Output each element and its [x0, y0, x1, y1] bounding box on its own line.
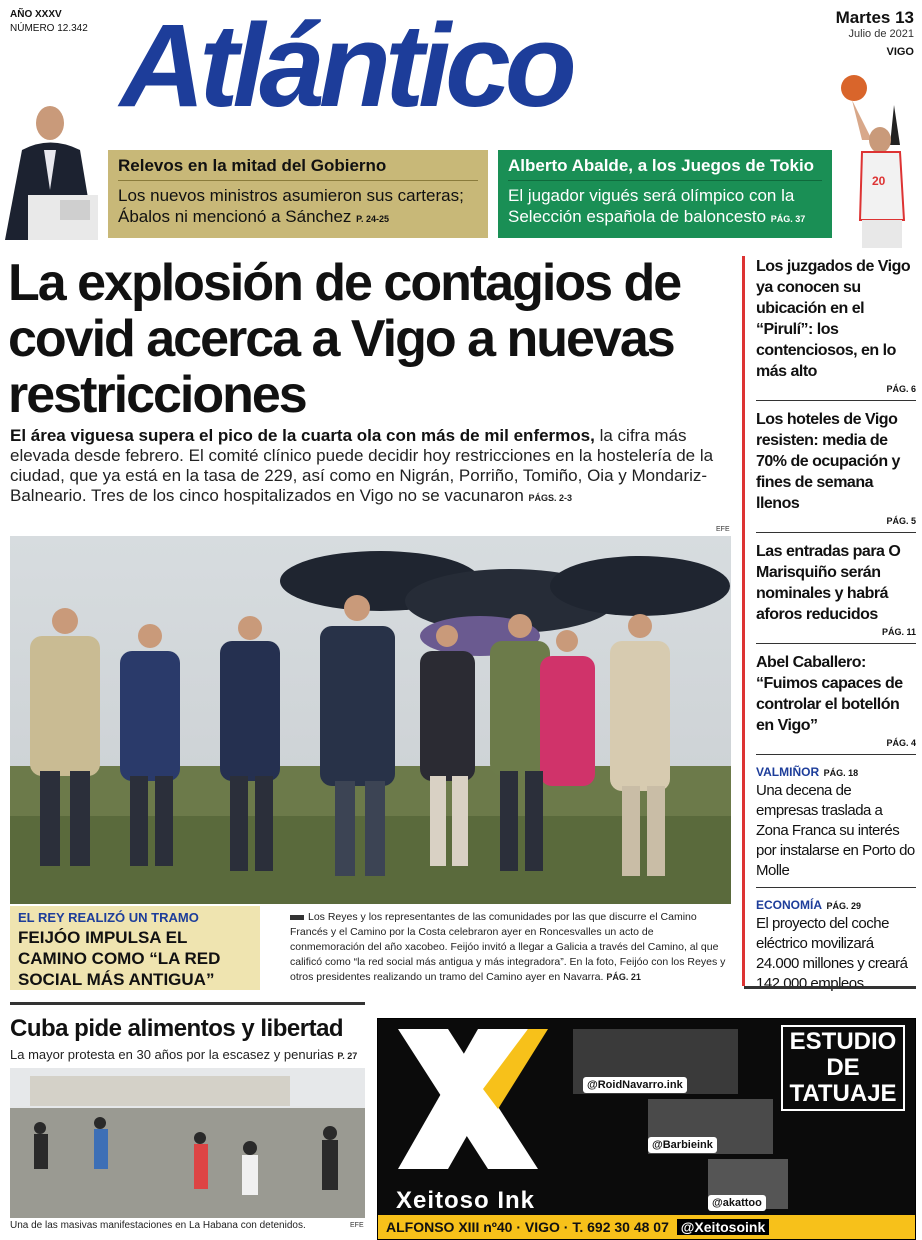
- basketball-player-photo: [832, 70, 922, 248]
- brief-economia[interactable]: [756, 896, 916, 1000]
- ad-studio-label: ESTUDIO DE TATUAJE: [781, 1025, 905, 1111]
- cuba-caption: Una de las masivas manifestaciones en La Habana con detenidos.: [10, 1220, 306, 1231]
- teaser-government[interactable]: [108, 150, 488, 238]
- brief-text: El proyecto del coche eléctrico movilizará 24.000 millones y creará 142.000 empleos: [756, 915, 908, 992]
- newspaper-logo: Atlántico: [120, 0, 571, 132]
- sidebar-page: PÁG. 4: [886, 738, 916, 748]
- caption-body: Los Reyes y los representantes de las comunidades por las que discurre el Camino Francés y el Camino por la Costa celebraron ayer en Roncesvalles un acto de conmemoración del año xacobeo. Feijóo invitó a llegar a Galicia a través del Camino, al que calificó como “la red social más antigua y más integradora”. En la foto, Feijóo con los Reyes y otros presidentes realizando un tramo del Camino ayer en Navarra. PÁG. 21: [290, 911, 726, 983]
- sidebar-page: PÁG. 11: [881, 627, 916, 637]
- brief-page: PÁG. 18: [823, 768, 859, 778]
- ad-brand-name: Xeitoso Ink: [396, 1187, 536, 1214]
- lead-text: la cifra más elevada desde febrero. El comité clínico puede decidir hoy restricciones en la hostelería de la ciudad, que ya está en la tasa de 229, así como en Nigrán, Porriño, Tomiño, Oia y Mondariz-Balneario. Tres de los cinco hospitalizados en Vigo no se vacunaron: [10, 426, 714, 505]
- ad-address-bar: [378, 1215, 915, 1239]
- column-divider: [742, 256, 745, 986]
- sidebar-headline: Los hoteles de Vigo resisten: media de 70% de ocupación y fines de semana llenos: [756, 411, 900, 512]
- ad-handle-roid[interactable]: @RoidNavarro.ink: [583, 1077, 687, 1093]
- year-label: AÑO XXXV: [10, 9, 62, 20]
- ad-address: ALFONSO XIII nº40 · VIGO · T. 692 30 48 07: [386, 1219, 669, 1235]
- issue-date: Julio de 2021: [848, 28, 914, 40]
- brief-section: VALMIÑOR: [756, 765, 820, 779]
- brief-valminor[interactable]: [756, 763, 916, 888]
- teaser-page: P. 24-25: [356, 214, 390, 224]
- section-rule: [10, 1002, 365, 1005]
- cuba-subtitle: La mayor protesta en 30 años por la escasez y penurias P. 27: [10, 1047, 358, 1062]
- teaser-page: PÁG. 37: [770, 214, 806, 224]
- teaser-abalde[interactable]: [498, 150, 832, 238]
- lead-bold: El área viguesa supera el pico de la cuarta ola con más de mil enfermos,: [10, 426, 595, 445]
- sidebar-item-juzgados[interactable]: [756, 256, 916, 401]
- lead-page: PÁGS. 2-3: [528, 493, 573, 503]
- main-headline[interactable]: La explosión de contagios de covid acerca a Vigo a nuevas restricciones: [8, 254, 681, 424]
- cuba-credit: EFE: [350, 1222, 364, 1229]
- brief-page: PÁG. 29: [826, 901, 861, 911]
- ad-social: @Xeitosoink: [677, 1219, 769, 1235]
- teaser-title: Relevos en la mitad del Gobierno: [118, 156, 478, 181]
- bottom-rule: [744, 986, 916, 989]
- svg-text:20: 20: [872, 174, 886, 188]
- sidebar-column: [756, 256, 916, 1008]
- caption-title: FEIJÓO IMPULSA EL CAMINO COMO “LA RED SOCIAL MÁS ANTIGUA”: [18, 928, 221, 989]
- masthead-meta: [10, 8, 88, 36]
- main-lead: [10, 426, 730, 508]
- minister-photo: [0, 95, 108, 240]
- teaser-text: Los nuevos ministros asumieron sus carteras; Ábalos ni mencionó a Sánchez P. 24-25: [118, 186, 464, 226]
- issue-day: Martes 13: [835, 8, 914, 27]
- cuba-photo: [10, 1068, 365, 1218]
- issue-number: NÚMERO 12.342: [10, 23, 88, 34]
- sidebar-headline: Las entradas para O Marisquiño serán nominales y habrá aforos reducidos: [756, 543, 901, 623]
- sidebar-item-hoteles[interactable]: [756, 409, 916, 533]
- issue-city: VIGO: [886, 46, 914, 58]
- camino-photo: [10, 536, 731, 904]
- photo-credit: EFE: [716, 526, 730, 533]
- cuba-headline[interactable]: Cuba pide alimentos y libertad: [10, 1015, 344, 1042]
- teaser-title: Alberto Abalde, a los Juegos de Tokio: [508, 156, 822, 181]
- sidebar-item-caballero[interactable]: [756, 652, 916, 755]
- bullet-mark: [290, 915, 304, 920]
- ad-handle-akattoo[interactable]: @akattoo: [708, 1195, 766, 1211]
- tattoo-advertisement[interactable]: [377, 1018, 916, 1240]
- sidebar-headline: Los juzgados de Vigo ya conocen su ubicación en el “Pirulí”: los contenciosos, en lo más alto: [756, 258, 911, 380]
- cuba-page: P. 27: [337, 1051, 358, 1061]
- caption-page: PÁG. 21: [606, 972, 641, 982]
- sidebar-headline: Abel Caballero: “Fuimos capaces de controlar el botellón en Vigo”: [756, 654, 903, 734]
- teaser-text: El jugador vigués será olímpico con la Selección española de baloncesto PÁG. 37: [508, 186, 806, 226]
- caption-kicker: EL REY REALIZÓ UN TRAMO: [18, 910, 199, 925]
- sidebar-page: PÁG. 6: [886, 384, 916, 394]
- sidebar-page: PÁG. 5: [886, 516, 916, 526]
- brief-text: Una decena de empresas traslada a Zona Franca su interés por instalarse en Porto do Molle: [756, 782, 915, 879]
- ad-handle-barbie[interactable]: @Barbieink: [648, 1137, 717, 1153]
- brief-section: ECONOMÍA: [756, 898, 822, 912]
- sidebar-item-marisquino[interactable]: [756, 541, 916, 644]
- photo-caption-box[interactable]: [10, 906, 260, 990]
